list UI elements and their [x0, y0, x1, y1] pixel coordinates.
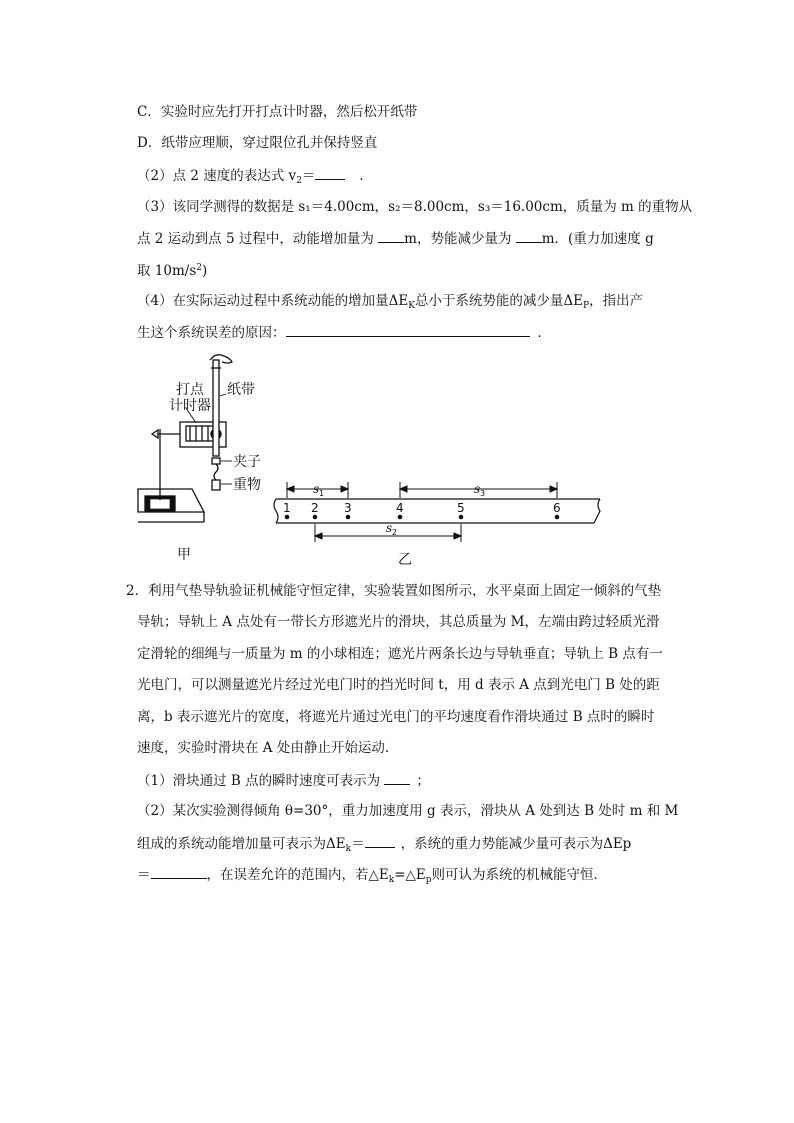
tape-point	[459, 515, 464, 520]
q2-part1-text: （1）滑块通过 B 点的瞬时速度可表示为	[137, 773, 385, 789]
option-c: C．实验时应先打开打点计时器，然后松开纸带	[137, 104, 418, 120]
answer-blank-delta-ep[interactable]	[151, 865, 207, 879]
answer-blank-ep[interactable]	[516, 229, 542, 243]
answer-blank-delta-ek[interactable]	[365, 834, 395, 848]
q2-part2-a: 组成的系统动能增加量可表示为ΔE	[137, 836, 346, 852]
q1-part2-end: ．	[359, 168, 373, 184]
label-tape: 纸带	[227, 382, 255, 398]
q1-part4-end: ．	[537, 325, 551, 341]
q1-part3-line2	[137, 229, 654, 248]
q1-part4-reason-text: 生这个系统误差的原因：	[137, 325, 286, 341]
answer-blank-vb[interactable]	[384, 771, 410, 785]
label-s1-sub: 1	[319, 489, 325, 498]
stand-base-inner	[151, 500, 169, 508]
q2-part2-eq2: ＝	[137, 867, 151, 883]
point-label-2: 2	[311, 501, 319, 515]
point-label-3: 3	[344, 501, 352, 515]
q2-part2-mid: ，在误差允许的范围内，若△E	[206, 867, 389, 883]
q2-line4: 光电门，可以测量遮光片经过光电门时的挡光时间 t，用 d 表示 A 点到光电门 B 处的距	[137, 677, 660, 693]
q1-part3-g-end: )	[201, 263, 208, 279]
q1-part3-ek-text: 点 2 运动到点 5 过程中，动能增加量为	[137, 231, 379, 247]
tape-gap-mask	[362, 496, 388, 498]
timer-apparatus	[138, 355, 232, 522]
q2-part2-line3	[137, 865, 607, 889]
q1-part3-g-sup: 2	[196, 263, 202, 273]
tape-points	[285, 515, 560, 520]
experiment-figure	[0, 346, 794, 586]
label-s2-sub: 2	[392, 528, 398, 537]
point-label-6: 6	[553, 501, 561, 515]
label-s1: s	[313, 482, 320, 496]
q2-part2-line1: （2）某次实验测得倾角 θ=30°，重力加速度用 g 表示，滑块从 A 处到达 B 处时 m 和 M	[137, 803, 679, 819]
q1-part2-eq: ＝	[301, 168, 316, 184]
paper-tape-vertical	[213, 360, 219, 456]
q1-part4-line2	[137, 323, 551, 342]
q1-part4-sub-k: K	[408, 301, 415, 311]
point-label-4: 4	[396, 501, 404, 515]
label-s2: s	[386, 521, 393, 535]
q1-part3-line1: （3）该同学测得的数据是 s₁＝4.00cm，s₂＝8.00cm，s₃＝16.00cm，质量为 m 的重物从	[137, 199, 693, 215]
label-timer-1: 打点	[176, 382, 204, 398]
q1-part3-line3	[137, 259, 207, 280]
q1-part2-sub: 2	[296, 176, 302, 186]
label-weight: 重物	[233, 477, 261, 493]
answer-blank-ek[interactable]	[378, 229, 404, 243]
q2-part1	[137, 771, 430, 790]
q1-part4-b: 总小于系统势能的减少量ΔE	[414, 293, 584, 309]
answer-blank-v2[interactable]	[315, 166, 345, 180]
label-s3: s	[474, 482, 481, 496]
point-label-1: 1	[283, 501, 291, 515]
q1-part3-g-text: m．(重力加速度 g	[541, 231, 654, 247]
q2-part2-sub: k	[345, 844, 352, 854]
dimension-lines	[287, 482, 557, 542]
q2-part2-sub-p: p	[425, 875, 432, 885]
label-timer-2: 计时器	[169, 398, 211, 414]
option-d: D．纸带应理顺，穿过限位孔并保持竖直	[137, 135, 378, 151]
q1-part3-ep-text: m，势能减少量为	[404, 231, 516, 247]
q1-part3-g-value: 取 10m/s	[137, 263, 197, 279]
q1-part2	[137, 166, 373, 190]
q2-part2-end: 则可认为系统的机械能守恒．	[431, 867, 608, 883]
clamp-tip	[152, 430, 158, 438]
paper-tape-strip	[274, 499, 600, 523]
q2-line2: 导轨；导轨上 A 点处有一带长方形遮光片的滑块，其总质量为 M，左端由跨过轻质光滑	[137, 614, 660, 630]
q2-part2-sub-k: k	[388, 875, 395, 885]
q2-line3: 定滑轮的细绳与一质量为 m 的小球相连；遮光片两条长边与导轨垂直；导轨上 B 点有一	[137, 646, 663, 662]
q2-part2-eq3: =△E	[394, 867, 426, 883]
tape-point	[398, 515, 403, 520]
caption-yi: 乙	[398, 552, 412, 568]
q2-part2-c: ，系统的重力势能减少量可表示为ΔEp	[400, 836, 632, 852]
q2-line5: 离，b 表示遮光片的宽度，将遮光片通过光电门的平均速度看作滑块通过 B 点时的瞬时	[137, 709, 655, 725]
tape-point	[313, 515, 318, 520]
q1-part4-sub-p: P	[583, 301, 590, 311]
q1-part4-line1	[137, 292, 643, 315]
q2-line1: 2．利用气垫导轨验证机械能守恒定律，实验装置如图所示，水平桌面上固定一倾斜的气垫	[126, 583, 662, 599]
label-s3-sub: 3	[480, 489, 486, 498]
answer-blank-reason[interactable]	[286, 323, 530, 337]
q2-part2-eq: ＝	[351, 836, 365, 852]
tape-point	[555, 515, 560, 520]
tape-point	[285, 515, 290, 520]
label-clip: 夹子	[233, 454, 261, 470]
caption-jia: 甲	[177, 547, 191, 563]
q2-part1-end: ；	[416, 773, 430, 789]
q1-part4-a: （4）在实际运动过程中系统动能的增加量ΔE	[137, 293, 409, 309]
clip	[212, 458, 220, 464]
point-label-5: 5	[457, 501, 465, 515]
q1-part4-c: ，指出产	[589, 293, 644, 309]
tape-gap	[360, 499, 390, 523]
q1-part2-text: （2）点 2 速度的表达式 v	[137, 168, 297, 184]
tape-point	[346, 515, 351, 520]
q2-line6: 速度，实验时滑块在 A 处由静止开始运动．	[137, 740, 399, 756]
weight-block	[212, 480, 220, 490]
q2-part2-line2	[137, 834, 631, 858]
